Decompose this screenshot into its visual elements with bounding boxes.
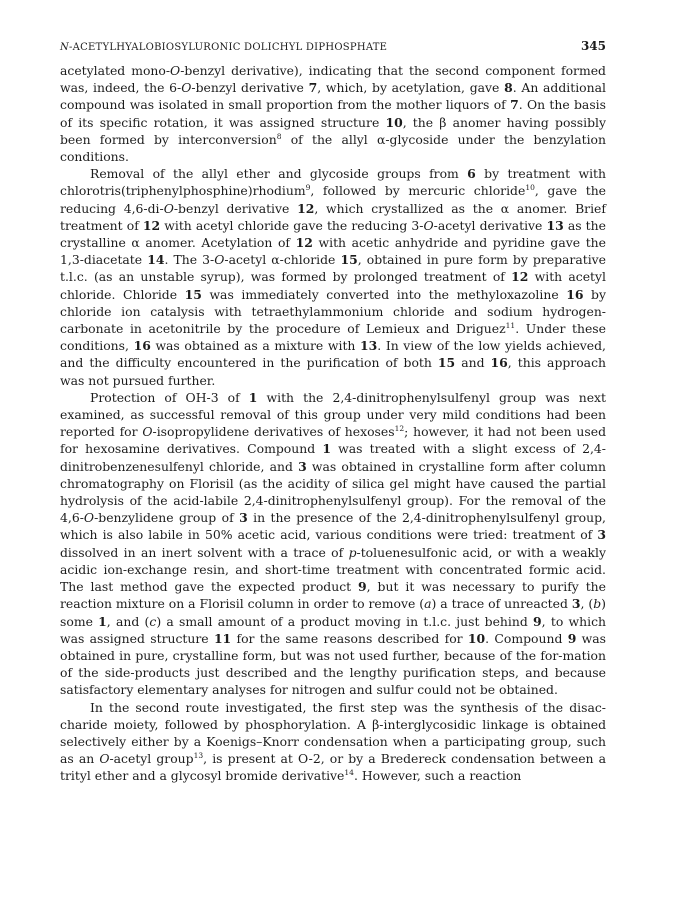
paragraph-sulfenyl-protection: Protection of OH-3 of 1 with the 2,4-dinitrophenylsulfenyl group was next examined, as successful removal of this group under very mild conditions had been reported for O-isopropylidene derivatives of hexoses$^{12}$; however, it had not been used for hexosamine derivatives. Compound 1 was treated with a slight excess of 2,4-dinitrobenzenesulfenyl chloride, and 3 was obtained in crystalline form after column chromatography on Florisil (as the acidity of silica gel might have caused the partial hydrolysis of the acid-labile 2,4-dinitrophenylsulfenyl group). For the removal of the 4,6-O-benzylidene group of 3 in the presence of the 2,4-dinitrophenylsulfenyl group, which is also labile in 50% acetic acid, various conditions were tried: treatment of 3 dissolved in an inert solvent with a trace of p-toluenesulfonic acid, or with a weakly acidic ion-exchange resin, and short-time treatment with concentrated formic acid. The last method gave the expected product 9, but it was necessary to purify the reaction mixture on a Florisil column in order to remove (a) a trace of unreacted 3, (b) some 1, and (c) a small amount of a product moving in t.l.c. just behind 9, to which was assigned structure 11 for the same reasons described for 10. Compound 9 was obtained in pure, crystalline form, but was not used further, because of the for-mation of the side-products just described and the lengthy purification steps, and because satisfactory elementary analyses for nitrogen and sulfur could not be obtained. — [60, 389, 607, 698]
running-head — [60, 39, 606, 53]
paragraph-allyl-removal: Removal of the allyl ether and glycoside groups from 6 by treatment with chlorotris(triphenylphosphine)rhodium$^9$, followed by mercuric chloride$^{10}$, gave the reducing 4,6-di-O-benzyl derivative 12, which crystallized as the α anomer. Brief treatment of 12 with acetyl chloride gave the reducing 3-O-acetyl derivative 13 as the crystalline α anomer. Acetylation of 12 with acetic anhydride and pyridine gave the 1,3-diacetate 14. The 3-O-acetyl α-chloride 15, obtained in pure form by preparative t.l.c. (as an unstable syrup), was formed by prolonged treatment of 12 with acetyl chloride. Chloride 15 was immediately converted into the methyloxazoline 16 by chloride ion catalysis with tetraethylammonium chloride and sodium hydrogen-carbonate in acetonitrile by the procedure of Lemieux and Driguez$^{11}$. Under these conditions, 16 was obtained as a mixture with 13. In view of the low yields achieved, and the difficulty encountered in the purification of both 15 and 16, this approach was not pursued further. — [60, 166, 607, 388]
paragraph-second-route: In the second route investigated, the first step was the synthesis of the disac-charide moiety, followed by phosphorylation. A β-interglycosidic linkage is obtained selectively either by a Koenigs–Knorr condensation when a participating group, such as an O-acetyl group$^{13}$, is present at O-2, or by a Bredereck condensation between a trityl ether and a glycosyl bromide derivative$^{14}$. However, such a reaction — [60, 699, 606, 784]
running-head-title-rest: -ACETYLHYALOBIOSYLURONIC DOLICHYL DIPHOSPHATE — [69, 42, 388, 53]
running-head-title — [60, 42, 387, 53]
body-text — [60, 62, 606, 785]
running-head-title-italic-n: N — [60, 42, 69, 53]
paragraph-benzyl-derivative: acetylated mono-O-benzyl derivative), indicating that the second component formed was, indeed, the 6-O-benzyl derivative 7, which, by acetylation, gave 8. An additional compound was isolated in small proportion from the mother liquors of 7. On the basis of its specific rotation, it was assigned structure 10, the β anomer having possibly been formed by interconversion$^8$ of the allyl α-glycoside under the benzylation conditions. — [60, 63, 606, 165]
page-number: 345 — [580, 39, 606, 53]
